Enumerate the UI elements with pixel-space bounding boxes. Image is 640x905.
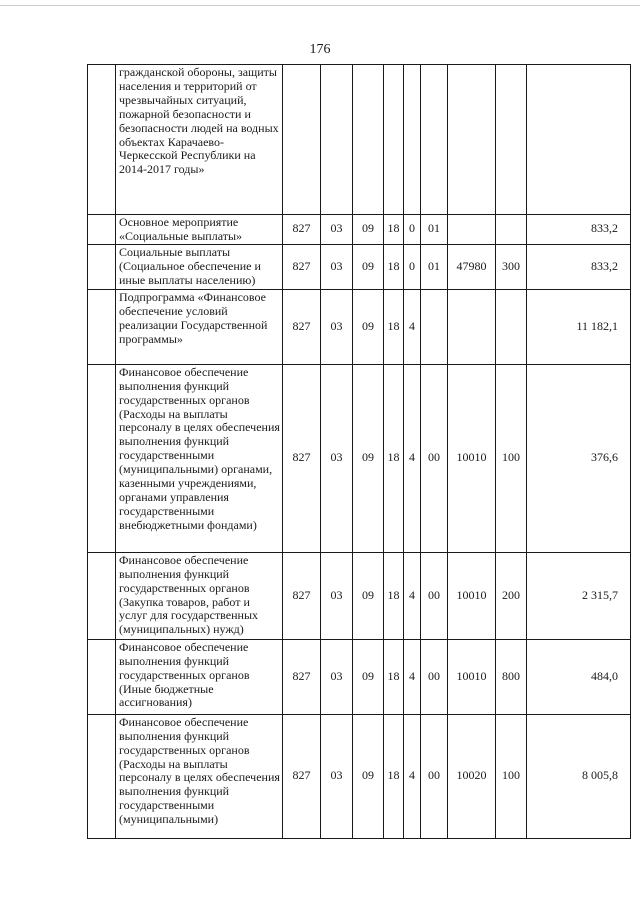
name-cell: Финансовое обеспечение выполнения функций государственных органов (Закупка товаров, работ и услуг для государственных (муниципальных) нужд) (116, 552, 283, 639)
amount-cell: 11 182,1 (527, 289, 631, 364)
subsection-cell: 09 (353, 364, 384, 552)
table-row (88, 714, 631, 838)
section-cell: 03 (321, 364, 353, 552)
subsection-cell: 09 (353, 244, 384, 289)
table-row (88, 215, 631, 245)
main-event-cell (421, 289, 448, 364)
program-cell: 18 (384, 364, 404, 552)
subsection-cell: 09 (353, 552, 384, 639)
name-cell: Социальные выплаты (Социальное обеспечение и иные выплаты населению) (116, 244, 283, 289)
name-cell: Основное мероприятие «Социальные выплаты» (116, 215, 283, 245)
direction-cell: 10020 (448, 714, 496, 838)
number-cell (88, 244, 116, 289)
ministry-cell: 827 (283, 552, 321, 639)
program-cell: 18 (384, 289, 404, 364)
number-cell (88, 364, 116, 552)
direction-cell: 47980 (448, 244, 496, 289)
direction-cell (448, 65, 496, 215)
main-event-cell: 01 (421, 215, 448, 245)
section-cell: 03 (321, 215, 353, 245)
expense-type-cell: 800 (496, 639, 527, 714)
expense-type-cell (496, 65, 527, 215)
ministry-cell: 827 (283, 639, 321, 714)
ministry-cell: 827 (283, 714, 321, 838)
section-cell: 03 (321, 552, 353, 639)
name-cell: Подпрограмма «Финансовое обеспечение условий реализации Государственной программы» (116, 289, 283, 364)
direction-cell: 10010 (448, 639, 496, 714)
number-cell (88, 65, 116, 215)
subprogram-cell: 4 (404, 552, 421, 639)
number-cell (88, 215, 116, 245)
direction-cell (448, 215, 496, 245)
name-cell: Финансовое обеспечение выполнения функций государственных органов (Иные бюджетные ассигнования) (116, 639, 283, 714)
section-cell: 03 (321, 714, 353, 838)
amount-cell: 833,2 (527, 215, 631, 245)
subsection-cell: 09 (353, 639, 384, 714)
main-event-cell: 00 (421, 364, 448, 552)
name-cell: Финансовое обеспечение выполнения функций государственных органов (Расходы на выплаты персоналу в целях обеспечения выполнения функций государственными (муниципальными) (116, 714, 283, 838)
program-cell: 18 (384, 639, 404, 714)
main-event-cell: 00 (421, 639, 448, 714)
subprogram-cell (404, 65, 421, 215)
expense-type-cell (496, 289, 527, 364)
subprogram-cell: 4 (404, 714, 421, 838)
subprogram-cell: 4 (404, 289, 421, 364)
program-cell: 18 (384, 244, 404, 289)
subsection-cell: 09 (353, 215, 384, 245)
table-row (88, 289, 631, 364)
direction-cell (448, 289, 496, 364)
amount-cell: 8 005,8 (527, 714, 631, 838)
expense-type-cell: 200 (496, 552, 527, 639)
ministry-cell: 827 (283, 364, 321, 552)
main-event-cell: 00 (421, 714, 448, 838)
expense-type-cell: 100 (496, 714, 527, 838)
ministry-cell: 827 (283, 215, 321, 245)
subprogram-cell: 0 (404, 215, 421, 245)
amount-cell: 376,6 (527, 364, 631, 552)
section-cell: 03 (321, 639, 353, 714)
direction-cell: 10010 (448, 364, 496, 552)
number-cell (88, 289, 116, 364)
table-row (88, 364, 631, 552)
program-cell: 18 (384, 714, 404, 838)
scan-top-line (0, 5, 640, 6)
table-row (88, 65, 631, 215)
program-cell: 18 (384, 215, 404, 245)
program-cell (384, 65, 404, 215)
subprogram-cell: 0 (404, 244, 421, 289)
section-cell: 03 (321, 244, 353, 289)
table-row (88, 244, 631, 289)
subprogram-cell: 4 (404, 639, 421, 714)
direction-cell: 10010 (448, 552, 496, 639)
ministry-cell: 827 (283, 289, 321, 364)
amount-cell: 2 315,7 (527, 552, 631, 639)
expense-type-cell: 100 (496, 364, 527, 552)
main-event-cell (421, 65, 448, 215)
subsection-cell: 09 (353, 289, 384, 364)
name-cell: гражданской обороны, защиты населения и территорий от чрезвычайных ситуаций, пожарной безопасности и безопасности людей на водных объектах Карачаево-Черкесской Республики на 2014-2017 годы» (116, 65, 283, 215)
main-event-cell: 01 (421, 244, 448, 289)
subsection-cell (353, 65, 384, 215)
section-cell (321, 65, 353, 215)
amount-cell: 484,0 (527, 639, 631, 714)
amount-cell: 833,2 (527, 244, 631, 289)
main-event-cell: 00 (421, 552, 448, 639)
table-row (88, 552, 631, 639)
expense-type-cell: 300 (496, 244, 527, 289)
table-row (88, 639, 631, 714)
ministry-cell: 827 (283, 244, 321, 289)
section-cell: 03 (321, 289, 353, 364)
page-number: 176 (309, 42, 331, 57)
subprogram-cell: 4 (404, 364, 421, 552)
subsection-cell: 09 (353, 714, 384, 838)
number-cell (88, 639, 116, 714)
name-cell: Финансовое обеспечение выполнения функций государственных органов (Расходы на выплаты персоналу в целях обеспечения выполнения функций государственными (муниципальными) органами, казенными учреждениями, органами управления государственными внебюджетными фондами) (116, 364, 283, 552)
number-cell (88, 552, 116, 639)
ministry-cell (283, 65, 321, 215)
expense-type-cell (496, 215, 527, 245)
program-cell: 18 (384, 552, 404, 639)
budget-table (87, 64, 631, 839)
amount-cell (527, 65, 631, 215)
number-cell (88, 714, 116, 838)
